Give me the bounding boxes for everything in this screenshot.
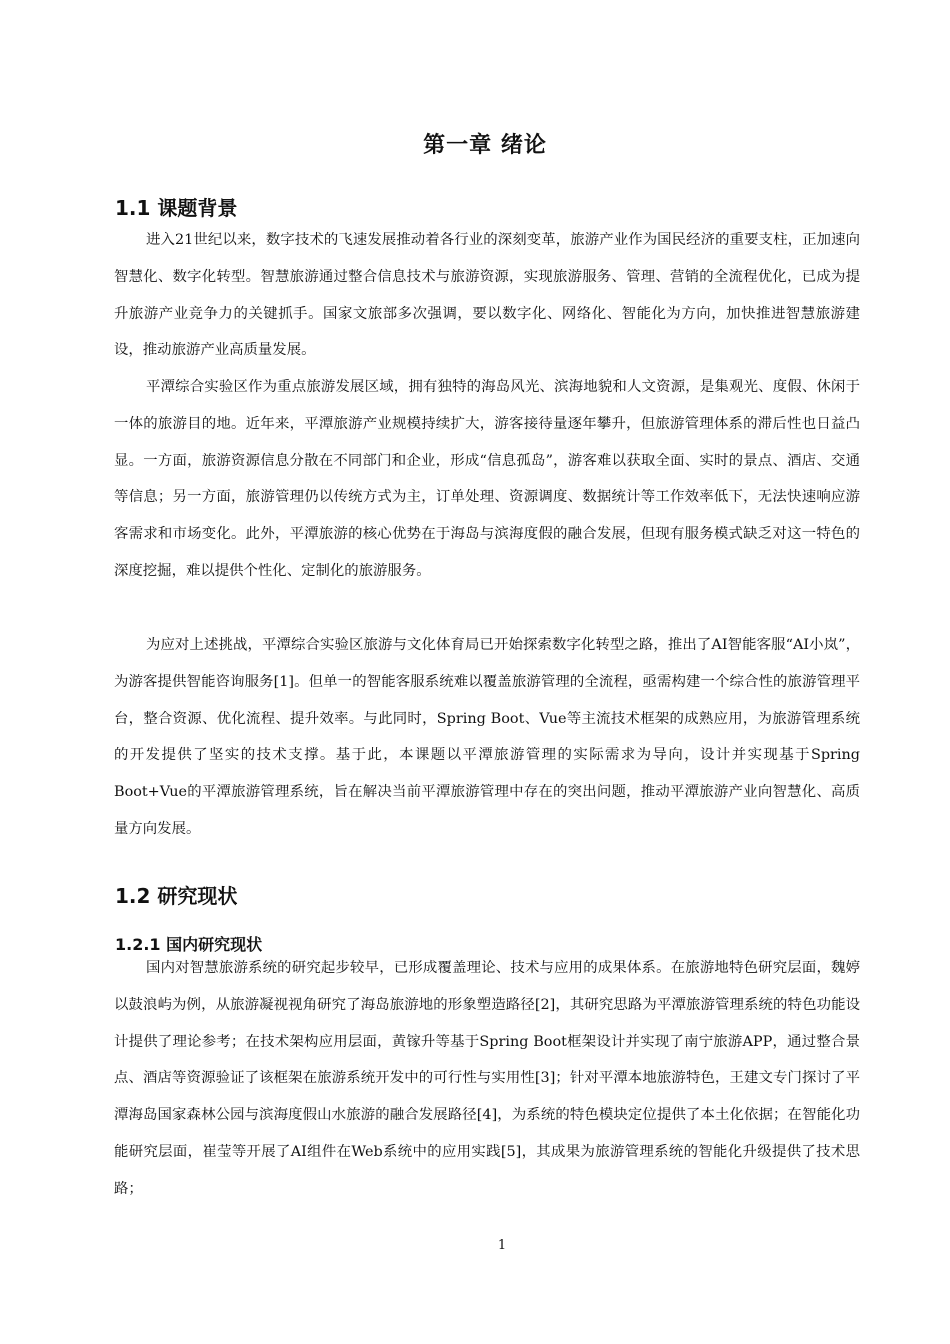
paragraph-background-2: 平潭综合实验区作为重点旅游发展区域，拥有独特的海岛风光、滨海地貌和人文资源，是集观光、度假、休闲于一体的旅游目的地。近年来，平潭旅游产业规模持续扩大，游客接待量逐年攀升，但旅游管理体系的滞后性也日益凸显。一方面，旅游资源信息分散在不同部门和企业，形成“信息孤岛”，游客难以获取全面、实时的景点、酒店、交通等信息；另一方面，旅游管理仍以传统方式为主，订单处理、资源调度、数据统计等工作效率低下，无法快速响应游客需求和市场变化。此外，平潭旅游的核心优势在于海岛与滨海度假的融合发展，但现有服务模式缺乏对这一特色的深度挖掘，难以提供个性化、定制化的旅游服务。 <box>114 379 860 579</box>
section-heading-background: 1.1 课题背景 <box>115 196 238 220</box>
paragraph-domestic-1: 国内对智慧旅游系统的研究起步较早，已形成覆盖理论、技术与应用的成果体系。在旅游地特色研究层面，魏婷以鼓浪屿为例，从旅游凝视视角研究了海岛旅游地的形象塑造路径[2]，其研究思路为平潭旅游管理系统的特色功能设计提供了理论参考；在技术架构应用层面，黄镓升等基于Spring Boot框架设计并实现了南宁旅游APP，通过整合景点、酒店等资源验证了该框架在旅游系统开发中的可行性与实用性[3]；针对平潭本地旅游特色，王建文专门探讨了平潭海岛国家森林公园与滨海度假山水旅游的融合发展路径[4]，为系统的特色模块定位提供了本土化依据；在智能化功能研究层面，崔莹等开展了AI组件在Web系统中的应用实践[5]，其成果为旅游管理系统的智能化升级提供了技术思路； <box>114 960 860 1197</box>
chapter-title: 第一章 绪论 <box>423 133 547 158</box>
paragraph-background-3: 为应对上述挑战，平潭综合实验区旅游与文化体育局已开始探索数字化转型之路，推出了AI智能客服“AI小岚”，为游客提供智能咨询服务[1]。但单一的智能客服系统难以覆盖旅游管理的全流程，亟需构建一个综合性的旅游管理平台，整合资源、优化流程、提升效率。与此同时，Spring Boot、Vue等主流技术框架的成熟应用，为旅游管理系统的开发提供了坚实的技术支撑。基于此，本课题以平潭旅游管理的实际需求为导向，设计并实现基于Spring Boot+Vue的平潭旅游管理系统，旨在解决当前平潭旅游管理中存在的突出问题，推动平潭旅游产业向智慧化、高质量方向发展。 <box>114 637 860 837</box>
paragraph-background-1: 进入21世纪以来，数字技术的飞速发展推动着各行业的深刻变革，旅游产业作为国民经济的重要支柱，正加速向智慧化、数字化转型。智慧旅游通过整合信息技术与旅游资源，实现旅游服务、管理、营销的全流程优化，已成为提升旅游产业竞争力的关键抓手。国家文旅部多次强调，要以数字化、网络化、智能化为方向，加快推进智慧旅游建设，推动旅游产业高质量发展。 <box>114 232 860 359</box>
subsection-heading-domestic: 1.2.1 国内研究现状 <box>115 935 263 954</box>
section-heading-research-status: 1.2 研究现状 <box>115 884 238 908</box>
page-number: 1 <box>497 1238 507 1253</box>
